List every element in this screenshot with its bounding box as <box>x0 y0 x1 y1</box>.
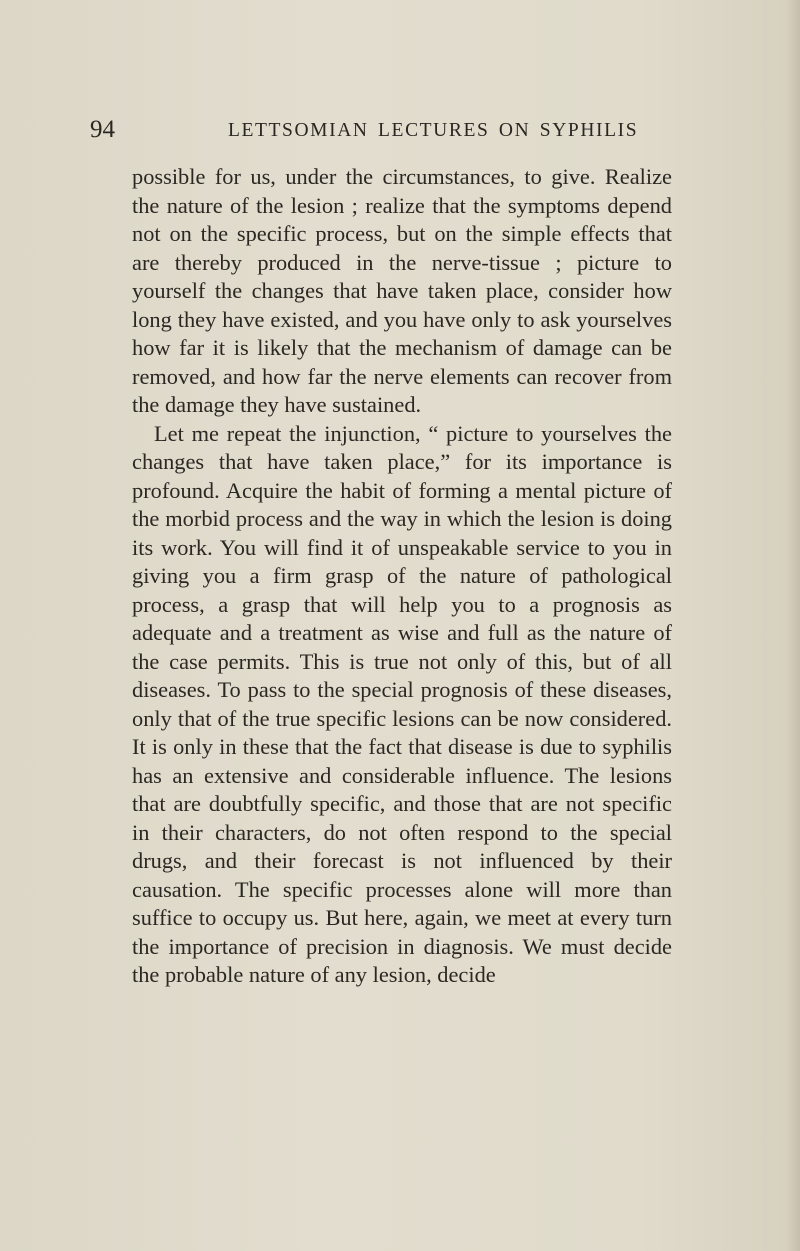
body-text <box>132 163 672 990</box>
page-edge-shadow <box>786 0 800 1251</box>
paragraph: Let me repeat the injunction, “ picture to yourselves the changes that have taken place,” for its importance is profound. Acquire the habit of forming a mental picture of the morbid process and the way in which the lesion is doing its work. You will find it of unspeakable service to you in giving you a firm grasp of the nature of pathological process, a grasp that will help you to a prognosis as adequate and a treatment as wise and full as the nature of the case permits. This is true not only of this, but of all diseases. To pass to the special prognosis of these diseases, only that of the true specific lesions can be now considered. It is only in these that the fact that disease is due to syphilis has an extensive and considerable influence. The lesions that are doubtfully specific, and those that are not specific in their characters, do not often respond to the special drugs, and their forecast is not influenced by their causation. The specific processes alone will more than suffice to occupy us. But here, again, we meet at every turn the importance of precision in diagnosis. We must decide the probable nature of any lesion, decide <box>132 420 672 987</box>
page-header <box>90 115 710 145</box>
page-number: 94 <box>90 116 115 143</box>
paragraph-continued: possible for us, under the circumstances, to give. Realize the nature of the lesion ; realize that the symptoms depend not on the specific process, but on the simple effects that are thereby produced in the nerve-tissue ; picture to yourself the changes that have taken place, consider how long they have existed, and you have only to ask yourselves how far it is likely that the mechanism of damage can be removed, and how far the nerve elements can recover from the damage they have sustained. <box>132 164 672 417</box>
running-head: LETTSOMIAN LECTURES ON SYPHILIS <box>228 120 639 141</box>
